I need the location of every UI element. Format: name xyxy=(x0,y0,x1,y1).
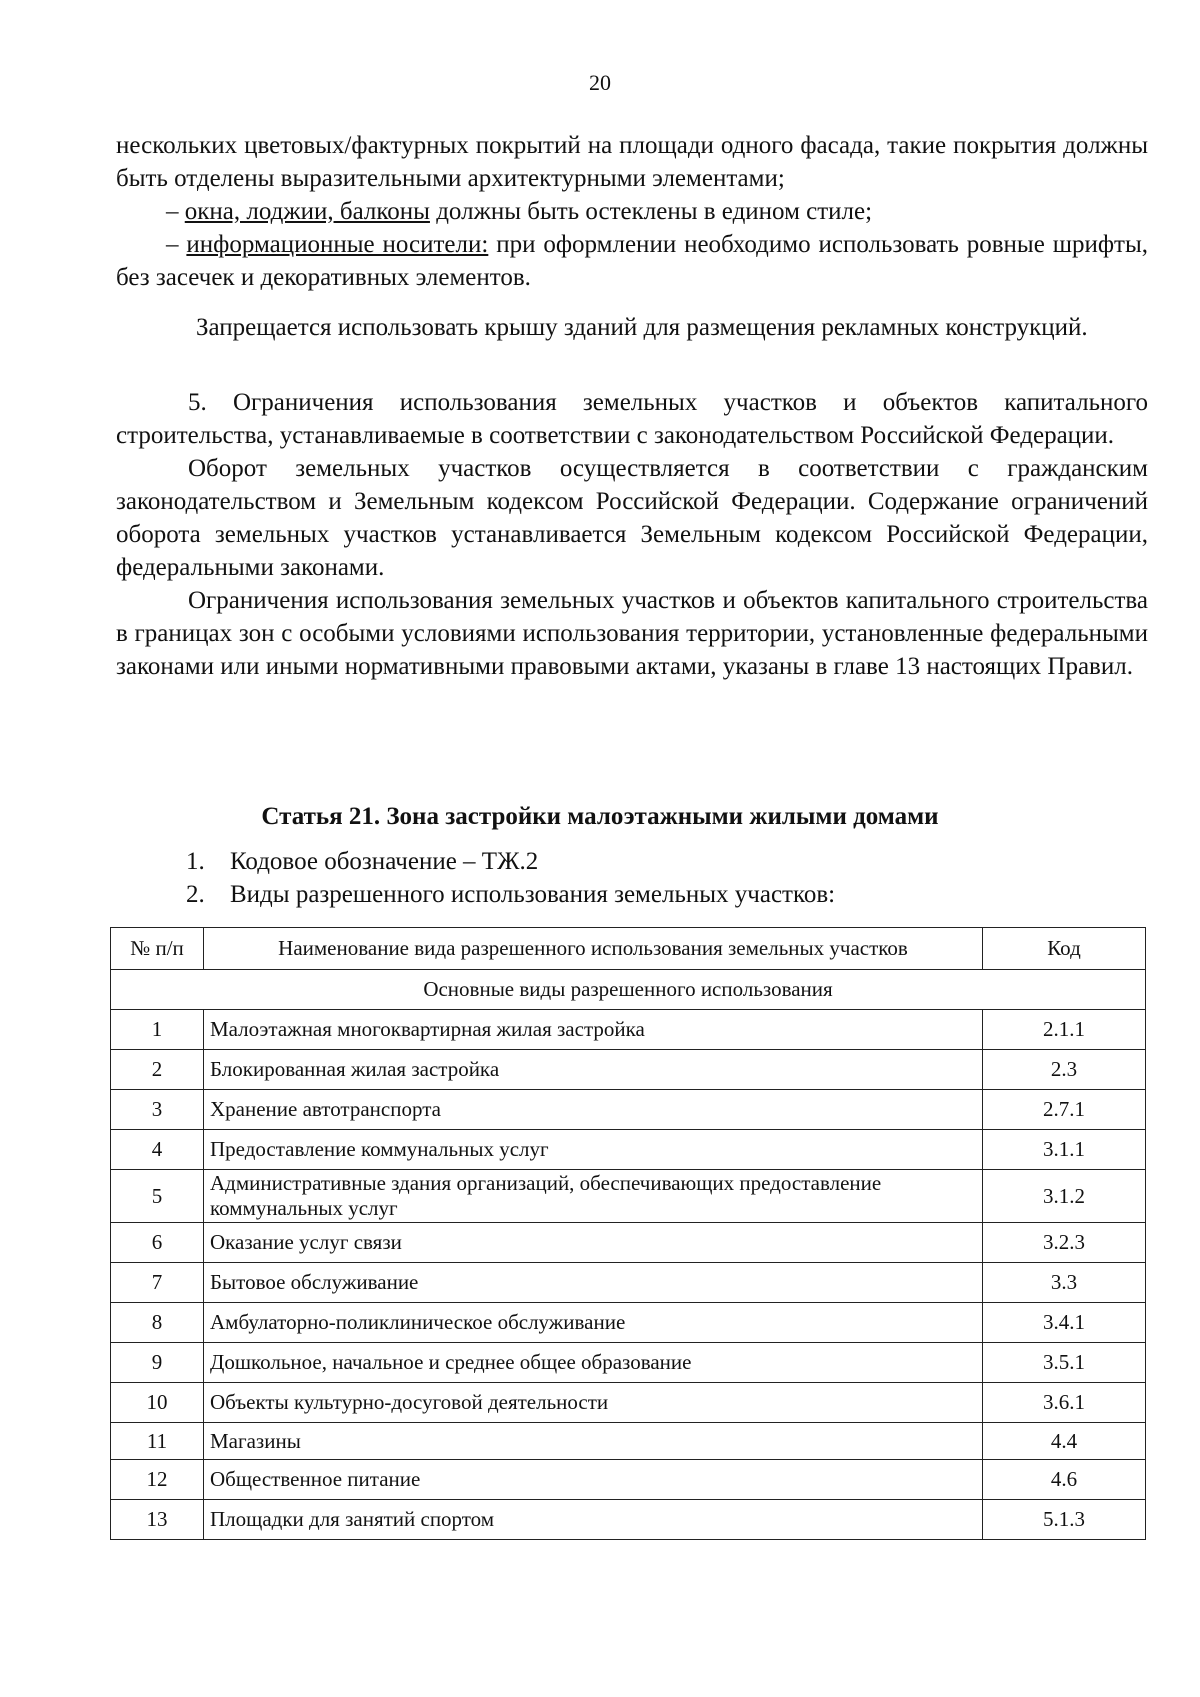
cell-num: 10 xyxy=(111,1383,204,1423)
cell-code: 5.1.3 xyxy=(983,1500,1146,1540)
table-row xyxy=(111,1460,1146,1500)
table-row xyxy=(111,1170,1146,1223)
cell-code: 3.3 xyxy=(983,1263,1146,1303)
cell-code: 3.1.1 xyxy=(983,1130,1146,1170)
cell-num: 5 xyxy=(111,1170,204,1223)
table-row xyxy=(111,1263,1146,1303)
paragraph: 5. Ограничения использования земельных участков и объектов капитального строительства, устанавливаемые в соответствии с законодательством Российской Федерации. xyxy=(116,389,1148,449)
table-row xyxy=(111,1500,1146,1540)
land-use-table xyxy=(110,927,1146,1540)
cell-code: 2.1.1 xyxy=(983,1010,1146,1050)
underlined-term: информационные носители: xyxy=(186,231,489,258)
cell-num: 9 xyxy=(111,1343,204,1383)
paragraph: нескольких цветовых/фактурных покрытий на площади одного фасада, такие покрытия должны быть отделены выразительными архитектурными элементами; xyxy=(116,132,1148,192)
cell-name: Объекты культурно-досуговой деятельности xyxy=(204,1383,983,1423)
cell-name: Магазины xyxy=(204,1423,983,1460)
header-code: Код xyxy=(983,928,1146,970)
table-row xyxy=(111,1303,1146,1343)
paragraph-rest: при оформлении необходимо использовать ровные шрифты, без засечек и декоративных элементов. xyxy=(116,231,1148,291)
cell-code: 4.6 xyxy=(983,1460,1146,1500)
list-number: 1. xyxy=(186,848,205,875)
table-row xyxy=(111,1343,1146,1383)
cell-name: Бытовое обслуживание xyxy=(204,1263,983,1303)
cell-code: 3.6.1 xyxy=(983,1383,1146,1423)
list-item xyxy=(186,878,835,911)
cell-name: Хранение автотранспорта xyxy=(204,1090,983,1130)
cell-code: 2.3 xyxy=(983,1050,1146,1090)
paragraph-list-item xyxy=(116,228,1148,294)
table-row xyxy=(111,1050,1146,1090)
cell-num: 8 xyxy=(111,1303,204,1343)
list-text: Виды разрешенного использования земельных участков: xyxy=(230,881,836,908)
table-row xyxy=(111,1423,1146,1460)
cell-code: 3.4.1 xyxy=(983,1303,1146,1343)
page-number: 20 xyxy=(589,70,611,95)
table-row xyxy=(111,1090,1146,1130)
cell-code: 3.2.3 xyxy=(983,1223,1146,1263)
cell-name: Предоставление коммунальных услуг xyxy=(204,1130,983,1170)
list-text: Кодовое обозначение – ТЖ.2 xyxy=(230,848,539,875)
table-row xyxy=(111,1223,1146,1263)
cell-num: 4 xyxy=(111,1130,204,1170)
table-row xyxy=(111,1130,1146,1170)
cell-code: 3.5.1 xyxy=(983,1343,1146,1383)
list-item xyxy=(186,845,538,878)
article-heading: Статья 21. Зона застройки малоэтажными жилыми домами xyxy=(261,803,939,830)
cell-num: 11 xyxy=(111,1423,204,1460)
section-title: Основные виды разрешенного использования xyxy=(111,970,1146,1010)
cell-num: 7 xyxy=(111,1263,204,1303)
cell-name: Оказание услуг связи xyxy=(204,1223,983,1263)
underlined-term: окна, лоджии, балконы xyxy=(184,198,430,225)
cell-num: 3 xyxy=(111,1090,204,1130)
header-num: № п/п xyxy=(111,928,204,970)
cell-num: 2 xyxy=(111,1050,204,1090)
list-number: 2. xyxy=(186,881,205,908)
dash: – xyxy=(166,231,187,258)
body-text-prohibition xyxy=(116,311,1148,344)
cell-code: 4.4 xyxy=(983,1423,1146,1460)
cell-num: 12 xyxy=(111,1460,204,1500)
table-header-row xyxy=(111,928,1146,970)
paragraph-rest: должны быть остеклены в едином стиле; xyxy=(429,198,873,225)
paragraph: Запрещается использовать крышу зданий для размещения рекламных конструкций. xyxy=(196,314,1088,341)
cell-name: Административные здания организаций, обеспечивающих предоставление коммунальных услуг xyxy=(204,1170,983,1223)
cell-num: 1 xyxy=(111,1010,204,1050)
paragraph: Ограничения использования земельных участков и объектов капитального строительства в границах зон с особыми условиями использования территории, установленные федеральными законами или иными нормативными правовыми актами, указаны в главе 13 настоящих Правил. xyxy=(116,587,1148,680)
body-text-top xyxy=(116,129,1148,294)
cell-name: Малоэтажная многоквартирная жилая застройка xyxy=(204,1010,983,1050)
cell-name: Площадки для занятий спортом xyxy=(204,1500,983,1540)
cell-name: Дошкольное, начальное и среднее общее образование xyxy=(204,1343,983,1383)
cell-num: 6 xyxy=(111,1223,204,1263)
cell-name: Блокированная жилая застройка xyxy=(204,1050,983,1090)
cell-name: Амбулаторно-поликлиническое обслуживание xyxy=(204,1303,983,1343)
cell-num: 13 xyxy=(111,1500,204,1540)
paragraph: Оборот земельных участков осуществляется в соответствии с гражданским законодательством и Земельным кодексом Российской Федерации. Содержание ограничений оборота земельных участков устанавливается Земельным кодексом Российской Федерации, федеральными законами. xyxy=(116,455,1148,581)
dash: – xyxy=(166,198,185,225)
table-section-row xyxy=(111,970,1146,1010)
paragraph-list-item xyxy=(116,195,1148,228)
header-name: Наименование вида разрешенного использования земельных участков xyxy=(204,928,983,970)
table-row xyxy=(111,1383,1146,1423)
table-row xyxy=(111,1010,1146,1050)
cell-code: 2.7.1 xyxy=(983,1090,1146,1130)
cell-name: Общественное питание xyxy=(204,1460,983,1500)
cell-code: 3.1.2 xyxy=(983,1170,1146,1223)
body-text-restrictions xyxy=(116,386,1148,683)
